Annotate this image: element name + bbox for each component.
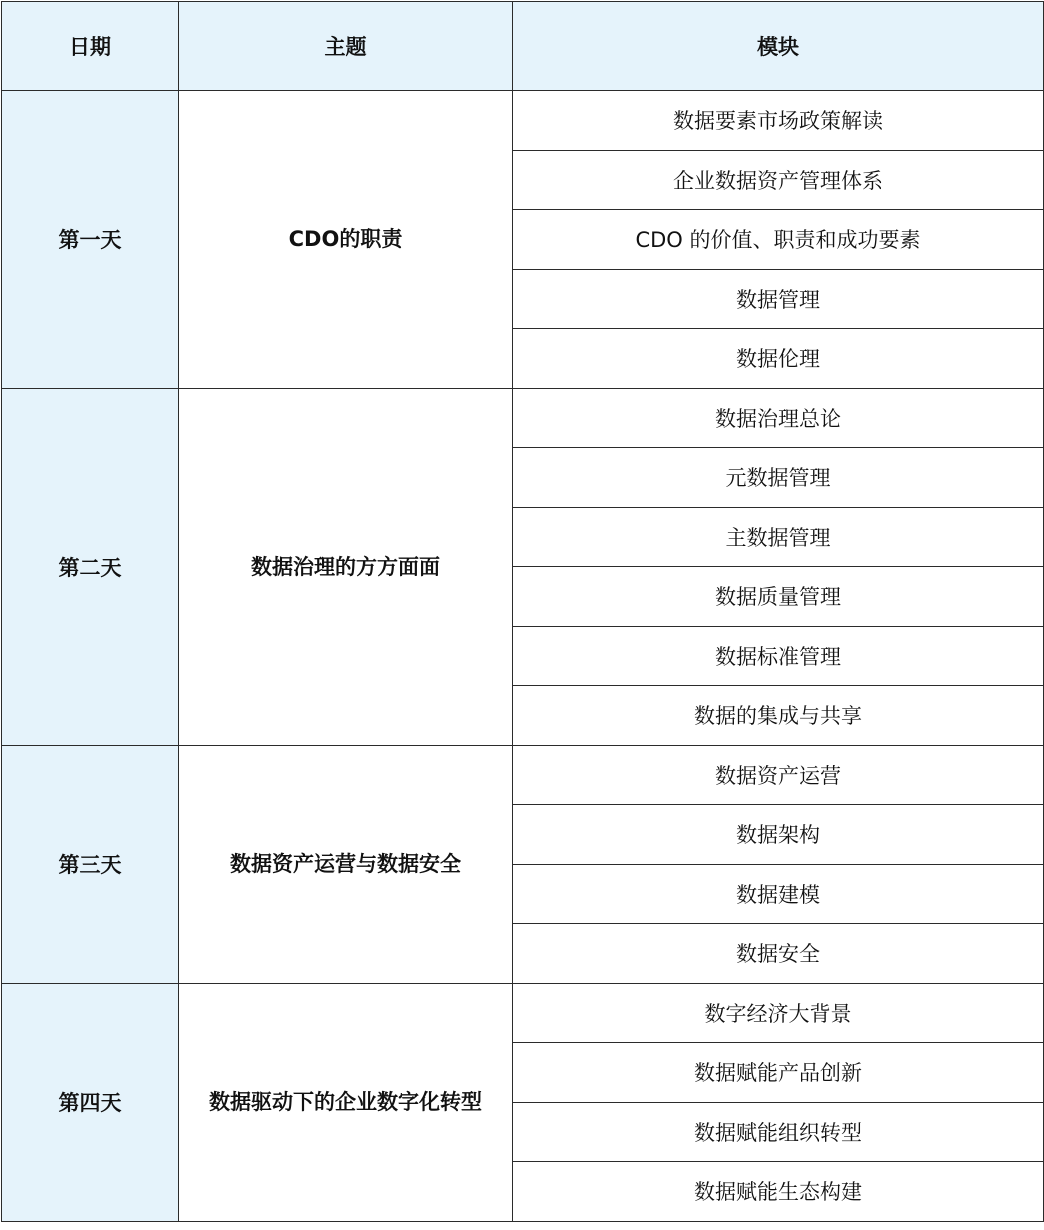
header-date: 日期 <box>2 2 179 91</box>
theme-cell: CDO的职责 <box>179 91 513 389</box>
module-cell: 数字经济大背景 <box>513 983 1044 1043</box>
module-cell: 数据安全 <box>513 924 1044 984</box>
theme-cell: 数据治理的方方面面 <box>179 388 513 745</box>
day-cell: 第三天 <box>2 745 179 983</box>
header-theme: 主题 <box>179 2 513 91</box>
module-cell: 数据资产运营 <box>513 745 1044 805</box>
day-cell: 第一天 <box>2 91 179 389</box>
module-cell: 企业数据资产管理体系 <box>513 150 1044 210</box>
module-cell: 数据要素市场政策解读 <box>513 91 1044 151</box>
module-cell: 数据建模 <box>513 864 1044 924</box>
module-cell: 元数据管理 <box>513 448 1044 508</box>
module-cell: 数据赋能组织转型 <box>513 1102 1044 1162</box>
header-row <box>2 2 1044 91</box>
day-cell: 第二天 <box>2 388 179 745</box>
module-cell: 数据质量管理 <box>513 567 1044 627</box>
schedule-table <box>1 1 1044 1222</box>
module-cell: 数据管理 <box>513 269 1044 329</box>
table-row <box>2 91 1044 151</box>
table-row <box>2 983 1044 1043</box>
day-cell: 第四天 <box>2 983 179 1221</box>
module-cell: 数据伦理 <box>513 329 1044 389</box>
theme-cell: 数据资产运营与数据安全 <box>179 745 513 983</box>
module-cell: 数据架构 <box>513 805 1044 865</box>
module-cell: 数据赋能产品创新 <box>513 1043 1044 1103</box>
header-module: 模块 <box>513 2 1044 91</box>
module-cell: 数据的集成与共享 <box>513 686 1044 746</box>
table-row <box>2 745 1044 805</box>
module-cell: 主数据管理 <box>513 507 1044 567</box>
module-cell: 数据赋能生态构建 <box>513 1162 1044 1222</box>
module-cell: 数据标准管理 <box>513 626 1044 686</box>
theme-cell: 数据驱动下的企业数字化转型 <box>179 983 513 1221</box>
module-cell: CDO 的价值、职责和成功要素 <box>513 210 1044 270</box>
table-row <box>2 388 1044 448</box>
module-cell: 数据治理总论 <box>513 388 1044 448</box>
